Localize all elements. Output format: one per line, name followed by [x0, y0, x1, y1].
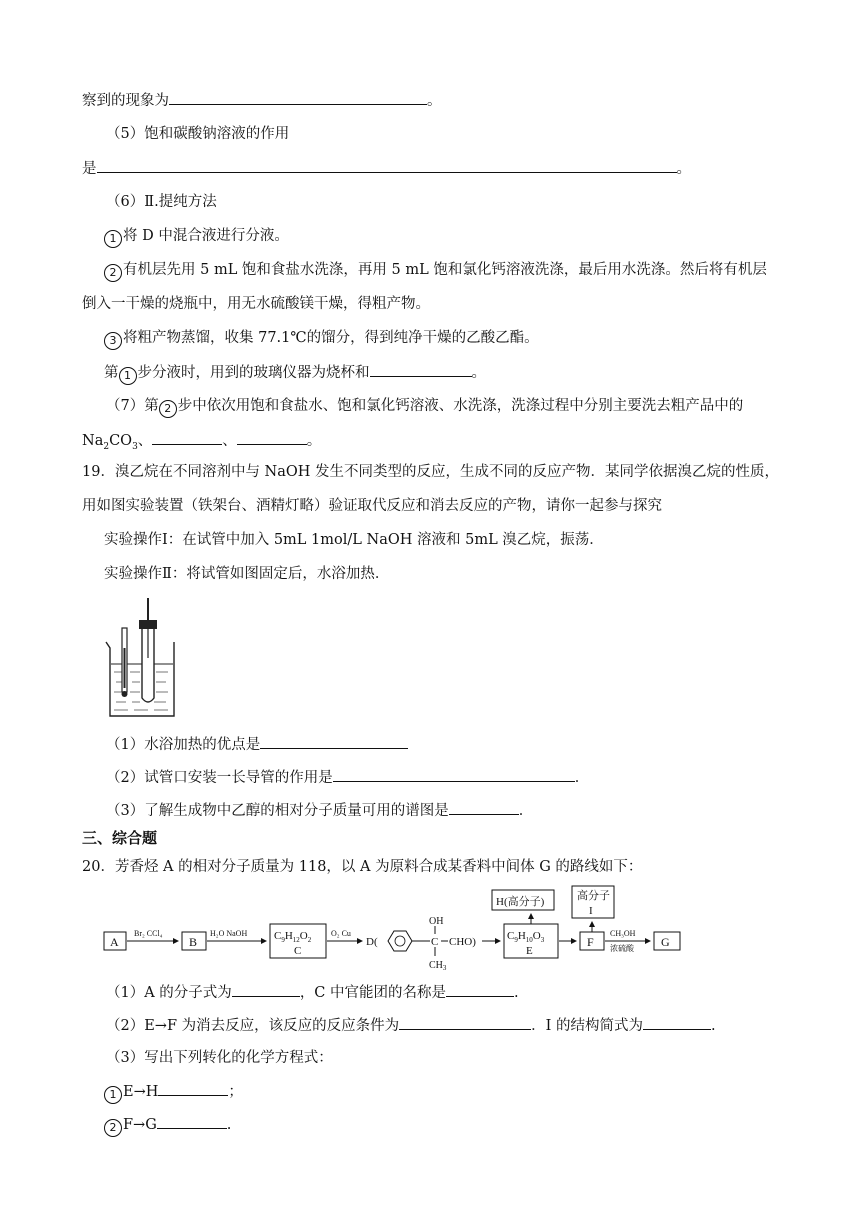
node-B: B [189, 935, 198, 949]
node-F: F [587, 935, 594, 949]
q19c-text: （3）了解生成物中乙醇的相对分子质量可用的谱图是 [106, 803, 449, 819]
punct: 、 [137, 433, 153, 449]
answer-blank[interactable] [333, 767, 575, 782]
q19-op1 [104, 530, 604, 550]
reagent-6-top: CH₃OH [610, 929, 636, 938]
q20a-text: （1）A 的分子式为 [106, 985, 232, 1001]
answer-blank[interactable] [237, 430, 307, 445]
answer-blank[interactable] [158, 1081, 228, 1096]
q19-sub1 [106, 734, 408, 755]
punct: ； [228, 1084, 243, 1100]
punct: . [514, 985, 519, 1001]
answer-blank[interactable] [152, 430, 222, 445]
punct: 。 [427, 93, 442, 109]
circled-number: 1 [119, 367, 137, 385]
node-E-formula: $C_9H_{10}O_3$ [507, 930, 545, 944]
step-1-text: 将 D 中混合液进行分液。 [123, 228, 289, 244]
eq2-text: F→G [123, 1117, 157, 1133]
node-I-bot: I [589, 905, 593, 917]
step1q-text: 步分液时，用到的玻璃仪器为烧杯和 [137, 365, 370, 381]
answer-blank[interactable] [157, 1114, 227, 1129]
answer-blank[interactable] [232, 982, 300, 997]
punct: 。 [676, 161, 691, 177]
q5-label [106, 124, 289, 144]
D-OH: OH [429, 916, 444, 927]
step-2 [104, 260, 767, 282]
q20-sub3 [106, 1048, 333, 1068]
punct: 、 [222, 433, 237, 449]
section-title [82, 828, 157, 848]
q20-sub1 [106, 982, 519, 1003]
q19-cont: 用如图实验装置（铁架台、酒精灯略）验证取代反应和消去反应的产物，请你一起参与探究 [82, 498, 662, 514]
q19-line2 [82, 496, 662, 516]
punct: ． [518, 803, 534, 819]
node-C-formula: $C_9H_{12}O_2$ [274, 930, 312, 944]
node-D: D( [366, 936, 378, 948]
answer-blank[interactable] [370, 362, 472, 377]
q20-sub2 [106, 1015, 716, 1036]
equation-1 [104, 1081, 243, 1104]
eq1-text: E→H [123, 1084, 159, 1100]
answer-blank[interactable] [399, 1015, 531, 1030]
answer-blank[interactable] [643, 1015, 711, 1030]
reagent-2: H₂O NaOH [210, 929, 248, 938]
answer-blank[interactable] [169, 90, 427, 105]
step-2-cont [82, 294, 430, 314]
step-3 [104, 328, 539, 350]
circled-number: 1 [104, 1086, 122, 1104]
q6-label [106, 192, 217, 212]
q20c-text: （3）写出下列转化的化学方程式： [106, 1050, 333, 1066]
D-CHO: CHO) [449, 936, 476, 948]
pre: （7）第 [106, 398, 159, 414]
q7 [106, 396, 743, 418]
circled-number: 2 [104, 1119, 122, 1137]
section-title-text: 三、综合题 [82, 829, 158, 847]
observation-line [82, 90, 442, 111]
observation-text: 察到的现象为 [82, 93, 169, 109]
punct: ． [574, 770, 590, 786]
water-bath-apparatus-figure [104, 598, 180, 720]
q19-sub3 [106, 800, 533, 821]
answer-blank[interactable] [260, 734, 408, 749]
q7-cont [82, 430, 321, 457]
punct: 。 [471, 365, 486, 381]
q20b-mid: ．I 的结构简式为 [531, 1018, 643, 1034]
formula-sub: 3 [132, 441, 138, 452]
node-G: G [661, 935, 670, 949]
q19-op2 [104, 564, 389, 584]
step-2-text: 有机层先用 5 mL 饱和食盐水洗涤，再用 5 mL 饱和氯化钙溶液洗涤，最后用水洗涤。然后将有机层 [123, 262, 767, 278]
pre: 第 [104, 365, 119, 381]
answer-blank[interactable] [97, 158, 677, 173]
op1-text: 实验操作Ⅰ：在试管中加入 5mL 1mol/L NaOH 溶液和 5mL 溴乙烷，振荡． [104, 532, 604, 548]
circled-number: 3 [104, 332, 122, 350]
q20 [82, 857, 642, 877]
node-E-label: E [526, 945, 533, 957]
reagent-3: O₂ Cu [331, 929, 351, 938]
formula-sub: 2 [103, 441, 110, 452]
q7-text: 步中依次用饱和食盐水、饱和氯化钙溶液、水洗涤，洗涤过程中分别主要洗去粗产品中的 [177, 398, 744, 414]
q20-text: 20．芳香烃 A 的相对分子质量为 118，以 A 为原料合成某香料中间体 G 的路线如下： [82, 859, 643, 875]
punct: . [226, 1117, 232, 1133]
q19-line1 [82, 462, 779, 482]
punct: . [710, 1018, 716, 1034]
q5-cont: 是 [82, 161, 97, 177]
reagent-1: Br₂ CCl₄ [134, 929, 163, 938]
D-CH3: $CH_3$ [429, 960, 447, 970]
equation-2 [104, 1114, 231, 1137]
formula-part: Na [82, 433, 104, 449]
node-C-label: C [294, 945, 302, 957]
node-H: H(高分子) [496, 896, 545, 908]
q5-answer-line [82, 158, 691, 179]
step-3-text: 将粗产物蒸馏，收集 77.1℃的馏分，得到纯净干燥的乙酸乙酯。 [123, 330, 539, 346]
node-I-top: 高分子 [577, 890, 610, 902]
q19-sub2 [106, 767, 589, 788]
q19a-text: （1）水浴加热的优点是 [106, 737, 261, 753]
q19b-text: （2）试管口安装一长导管的作用是 [106, 770, 333, 786]
q20b-text: （2）E→F 为消去反应，该反应的反应条件为 [106, 1018, 400, 1034]
q19-text: 19．溴乙烷在不同溶剂中与 NaOH 发生不同类型的反应，生成不同的反应产物．某同学依据溴乙烷的性质， [82, 464, 780, 480]
step-1 [104, 226, 289, 248]
punct: 。 [306, 433, 322, 449]
reagent-6-bot: 浓硫酸 [610, 944, 634, 953]
answer-blank[interactable] [446, 982, 514, 997]
step-2-cont-text: 倒入一干燥的烧瓶中，用无水硫酸镁干燥，得粗产物。 [82, 296, 430, 312]
synthesis-scheme [100, 884, 690, 970]
circled-number: 2 [159, 400, 177, 418]
q20a-mid: ，C 中官能团的名称是 [299, 985, 447, 1001]
q5-text: （5）饱和碳酸钠溶液的作用 [106, 126, 290, 142]
op2-text: 实验操作Ⅱ：将试管如图固定后，水浴加热． [104, 566, 390, 582]
D-carbon: C [431, 936, 439, 948]
formula-part: CO [109, 433, 133, 449]
answer-blank[interactable] [449, 800, 519, 815]
circled-number: 1 [104, 230, 122, 248]
node-A: A [110, 935, 119, 949]
q6-text: （6）Ⅱ.提纯方法 [106, 194, 217, 210]
circled-number: 2 [104, 264, 122, 282]
step1-question [104, 362, 486, 385]
